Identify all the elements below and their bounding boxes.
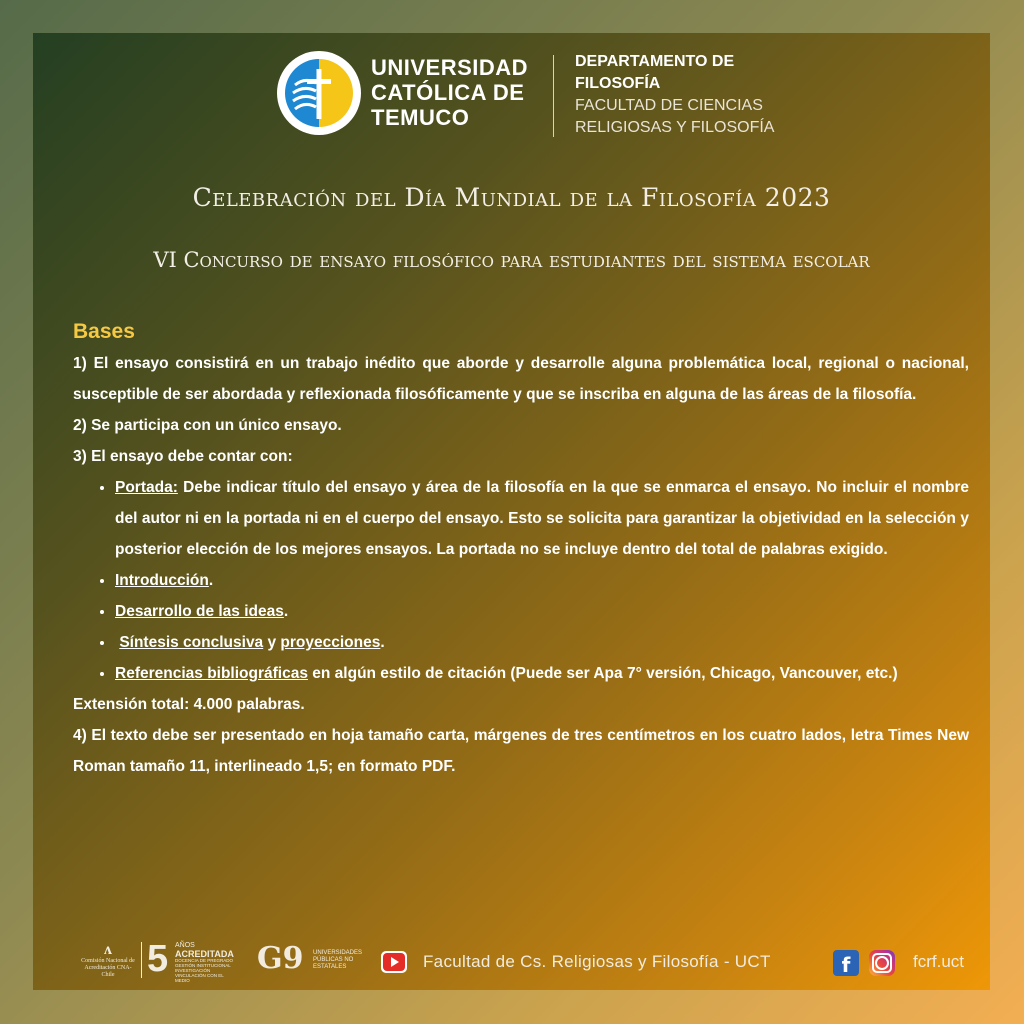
- bases-content: [73, 316, 969, 782]
- department-line-1: DEPARTAMENTO DE: [575, 53, 735, 70]
- youtube-icon[interactable]: [381, 951, 407, 973]
- referencias-text: en algún estilo de citación (Puede ser Apa 7° versión, Chicago, Vancouver, etc.): [307, 665, 898, 682]
- social-handle-link[interactable]: fcrf.uct: [913, 952, 965, 971]
- sintesis-connector: y: [263, 634, 281, 651]
- faculty-line-2: RELIGIOSAS Y FILOSOFÍA: [575, 119, 775, 136]
- instagram-icon[interactable]: [869, 950, 895, 976]
- footer-divider: [141, 942, 142, 978]
- g9-subtitle: UNIVERSIDADES PÚBLICAS NO ESTATALES: [313, 950, 363, 970]
- sintesis-label: Síntesis conclusiva: [119, 634, 264, 651]
- bases-heading: Bases: [73, 320, 135, 343]
- cna-logo: [79, 942, 137, 979]
- university-line-3: TEMUCO: [371, 105, 470, 130]
- facebook-icon[interactable]: f: [833, 950, 859, 976]
- list-item-introduccion: [115, 565, 969, 596]
- youtube-channel-link[interactable]: Facultad de Cs. Religiosas y Filosofía - UCT: [423, 952, 771, 971]
- period: .: [380, 634, 385, 651]
- event-title: Celebración del Día Mundial de la Filosofía 2023: [192, 183, 831, 212]
- g9-logo: G9: [257, 941, 304, 976]
- referencias-label: Referencias bibliográficas: [115, 665, 308, 682]
- contest-subtitle: VI Concurso de ensayo filosófico para estudiantes del sistema escolar: [153, 248, 870, 272]
- acreditation-areas: DOCENCIA DE PREGRADO GESTIÓN INSTITUCIONAL INVESTIGACIÓN VINCULACIÓN CON EL MEDIO: [175, 958, 234, 983]
- rule-4: 4) El texto debe ser presentado en hoja tamaño carta, márgenes de tres centímetros en los cuatro lados, letra Times New Roman tamaño 11, interlineado 1,5; en formato PDF.: [73, 727, 969, 775]
- header: [277, 51, 797, 151]
- cna-mark-icon: ʌ: [104, 941, 112, 958]
- list-item-sintesis: [115, 627, 969, 658]
- rule-2: 2) Se participa con un único ensayo.: [73, 417, 342, 434]
- period: .: [208, 572, 214, 589]
- desarrollo-label: Desarrollo de las ideas: [115, 603, 284, 620]
- introduccion-label: Introducción: [115, 572, 209, 589]
- department-line-2: FILOSOFÍA: [575, 75, 661, 92]
- list-item-desarrollo: [115, 596, 969, 627]
- university-line-2: CATÓLICA DE: [371, 80, 525, 105]
- university-name: [371, 55, 528, 130]
- uct-logo: [277, 51, 361, 135]
- footer: [33, 938, 990, 983]
- acreditation-label: ACREDITADA: [175, 949, 234, 959]
- rule-3: 3) El ensayo debe contar con:: [73, 448, 293, 465]
- faculty-line-1: FACULTAD DE CIENCIAS: [575, 97, 763, 114]
- portada-text: Debe indicar título del ensayo y área de la filosofía en la que se enmarca el ensayo. No incluir el nombre del autor ni en la portada ni en el cuerpo del ensayo. Esto se solicita para garantizar la objetividad en la selección y posterior elección de los mejores ensayos. La portada no se incluye dentro del total de palabras exigido.: [115, 479, 969, 558]
- period: .: [283, 603, 289, 620]
- acreditation-years-label: AÑOS: [175, 942, 195, 949]
- flyer-panel: [33, 33, 990, 990]
- requirements-list: [73, 472, 969, 689]
- portada-label: Portada:: [115, 479, 178, 496]
- cna-text: Comisión Nacional de Acreditación CNA-Chile: [81, 958, 135, 978]
- extension-note: Extensión total: 4.000 palabras.: [73, 696, 305, 713]
- list-item-referencias: [115, 658, 969, 689]
- header-divider: [553, 55, 554, 137]
- acreditation-badge: [175, 942, 235, 983]
- acreditation-years: 5: [147, 938, 169, 980]
- university-line-1: UNIVERSIDAD: [371, 55, 529, 80]
- uct-logo-icon: [281, 55, 357, 131]
- list-item-portada: [115, 472, 969, 565]
- proyecciones-label: proyecciones: [280, 634, 381, 651]
- department-block: [575, 51, 774, 139]
- rule-1: 1) El ensayo consistirá en un trabajo inédito que aborde y desarrolle alguna problemática local, regional o nacional, susceptible de ser abordada y reflexionada filosóficamente y que se inscriba en alguna de las áreas de la filosofía.: [73, 355, 969, 403]
